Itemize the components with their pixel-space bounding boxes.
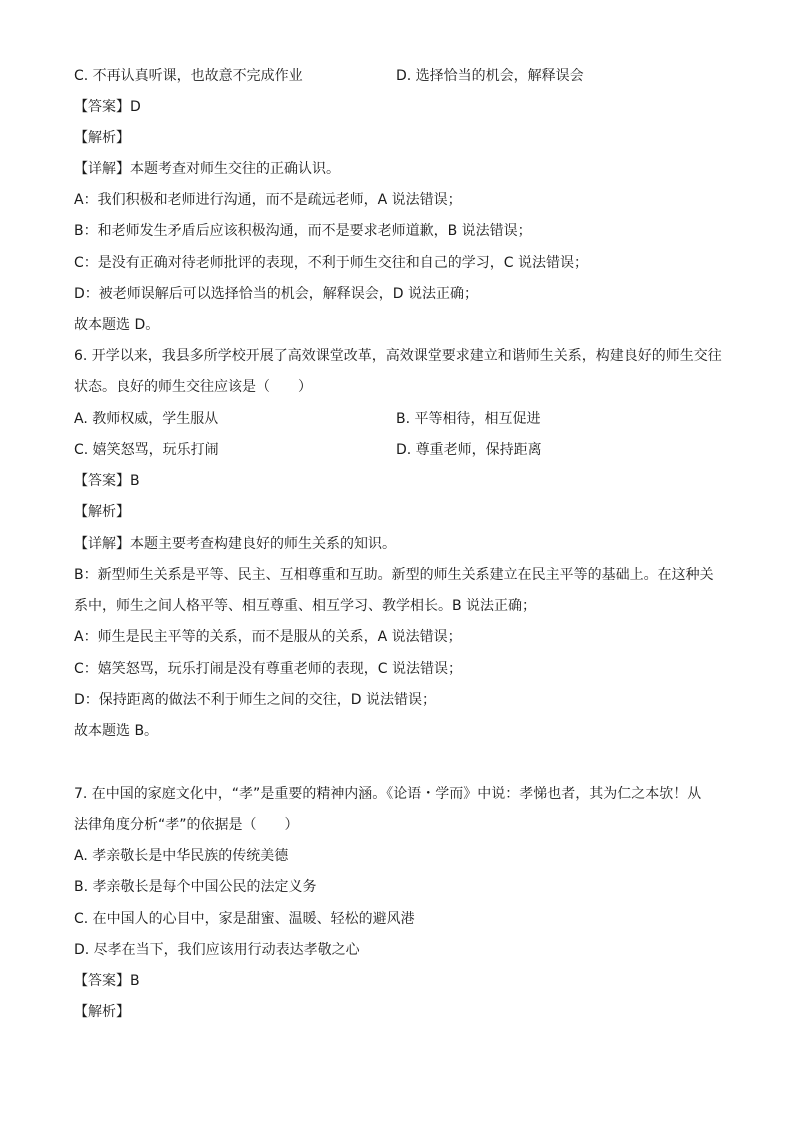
q6-explanation-c: C：嬉笑怒骂，玩乐打闹是没有尊重老师的表现，C 说法错误； bbox=[74, 661, 462, 677]
q5-answer bbox=[74, 98, 141, 116]
q6-explanation-b-line1: B：新型师生关系是平等、民主、互相尊重和互助。新型的师生关系建立在民主平等的基础上。在这种关 bbox=[74, 567, 714, 583]
detail-label: 【详解】 bbox=[74, 536, 130, 552]
detail-text: 本题考查对师生交往的正确认识。 bbox=[130, 161, 340, 177]
q6-conclusion: 故本题选 B。 bbox=[74, 723, 159, 739]
q7-stem-line2: 法律角度分析“孝”的依据是（ ） bbox=[74, 817, 299, 833]
q6-options-cd bbox=[74, 441, 542, 459]
q6-options-ab bbox=[74, 410, 541, 428]
q6-answer bbox=[74, 472, 140, 490]
q7-stem-line1: 7. 在中国的家庭文化中，“孝”是重要的精神内涵。《论语・学而》中说：孝悌也者，其为仁之本欤！从 bbox=[74, 786, 702, 802]
q7-analysis-label: 【解析】 bbox=[74, 1004, 130, 1020]
q6-option-d: D. 尊重老师，保持距离 bbox=[396, 442, 542, 458]
detail-text: 本题主要考查构建良好的师生关系的知识。 bbox=[130, 536, 396, 552]
q5-analysis-label: 【解析】 bbox=[74, 130, 130, 146]
q5-option-c: C. 不再认真听课，也故意不完成作业 bbox=[74, 68, 303, 84]
q5-explanation-a: A：我们积极和老师进行沟通，而不是疏远老师，A 说法错误； bbox=[74, 192, 462, 208]
q5-option-d: D. 选择恰当的机会，解释误会 bbox=[396, 68, 584, 84]
answer-value: B bbox=[130, 473, 140, 489]
q6-explanation-a: A：师生是民主平等的关系，而不是服从的关系，A 说法错误； bbox=[74, 629, 462, 645]
q5-explanation-b: B：和老师发生矛盾后应该积极沟通，而不是要求老师道歉，B 说法错误； bbox=[74, 223, 532, 239]
answer-label: 【答案】 bbox=[74, 473, 130, 489]
q6-option-c: C. 嬉笑怒骂，玩乐打闹 bbox=[74, 442, 219, 458]
q6-analysis-label: 【解析】 bbox=[74, 504, 130, 520]
answer-value: D bbox=[130, 99, 141, 115]
q6-option-b: B. 平等相待，相互促进 bbox=[396, 411, 541, 427]
q7-option-d: D. 尽孝在当下，我们应该用行动表达孝敬之心 bbox=[74, 942, 360, 958]
q5-explanation-d: D：被老师误解后可以选择恰当的机会，解释误会，D 说法正确； bbox=[74, 286, 479, 302]
q5-detail bbox=[74, 160, 340, 178]
answer-label: 【答案】 bbox=[74, 99, 130, 115]
q5-options-cd bbox=[74, 67, 584, 85]
q6-explanation-b-line2: 系中，师生之间人格平等、相互尊重、相互学习、教学相长。B 说法正确； bbox=[74, 598, 537, 614]
q7-option-c: C. 在中国人的心目中，家是甜蜜、温暖、轻松的避风港 bbox=[74, 911, 415, 927]
answer-label: 【答案】 bbox=[74, 973, 130, 989]
q5-conclusion: 故本题选 D。 bbox=[74, 317, 160, 333]
q7-option-b: B. 孝亲敬长是每个中国公民的法定义务 bbox=[74, 879, 317, 895]
q7-option-a: A. 孝亲敬长是中华民族的传统美德 bbox=[74, 848, 289, 864]
q7-answer bbox=[74, 972, 140, 990]
answer-value: B bbox=[130, 973, 140, 989]
q6-option-a: A. 教师权威，学生服从 bbox=[74, 411, 219, 427]
q6-stem-line2: 状态。良好的师生交往应该是（ ） bbox=[74, 379, 312, 395]
q6-stem-line1: 6. 开学以来，我县多所学校开展了高效课堂改革，高效课堂要求建立和谐师生关系，构建良好的师生交往 bbox=[74, 348, 722, 364]
q6-detail bbox=[74, 535, 396, 553]
q6-explanation-d: D：保持距离的做法不利于师生之间的交往，D 说法错误； bbox=[74, 692, 437, 708]
q5-explanation-c: C：是没有正确对待老师批评的表现，不利于师生交往和自己的学习，C 说法错误； bbox=[74, 255, 588, 271]
detail-label: 【详解】 bbox=[74, 161, 130, 177]
